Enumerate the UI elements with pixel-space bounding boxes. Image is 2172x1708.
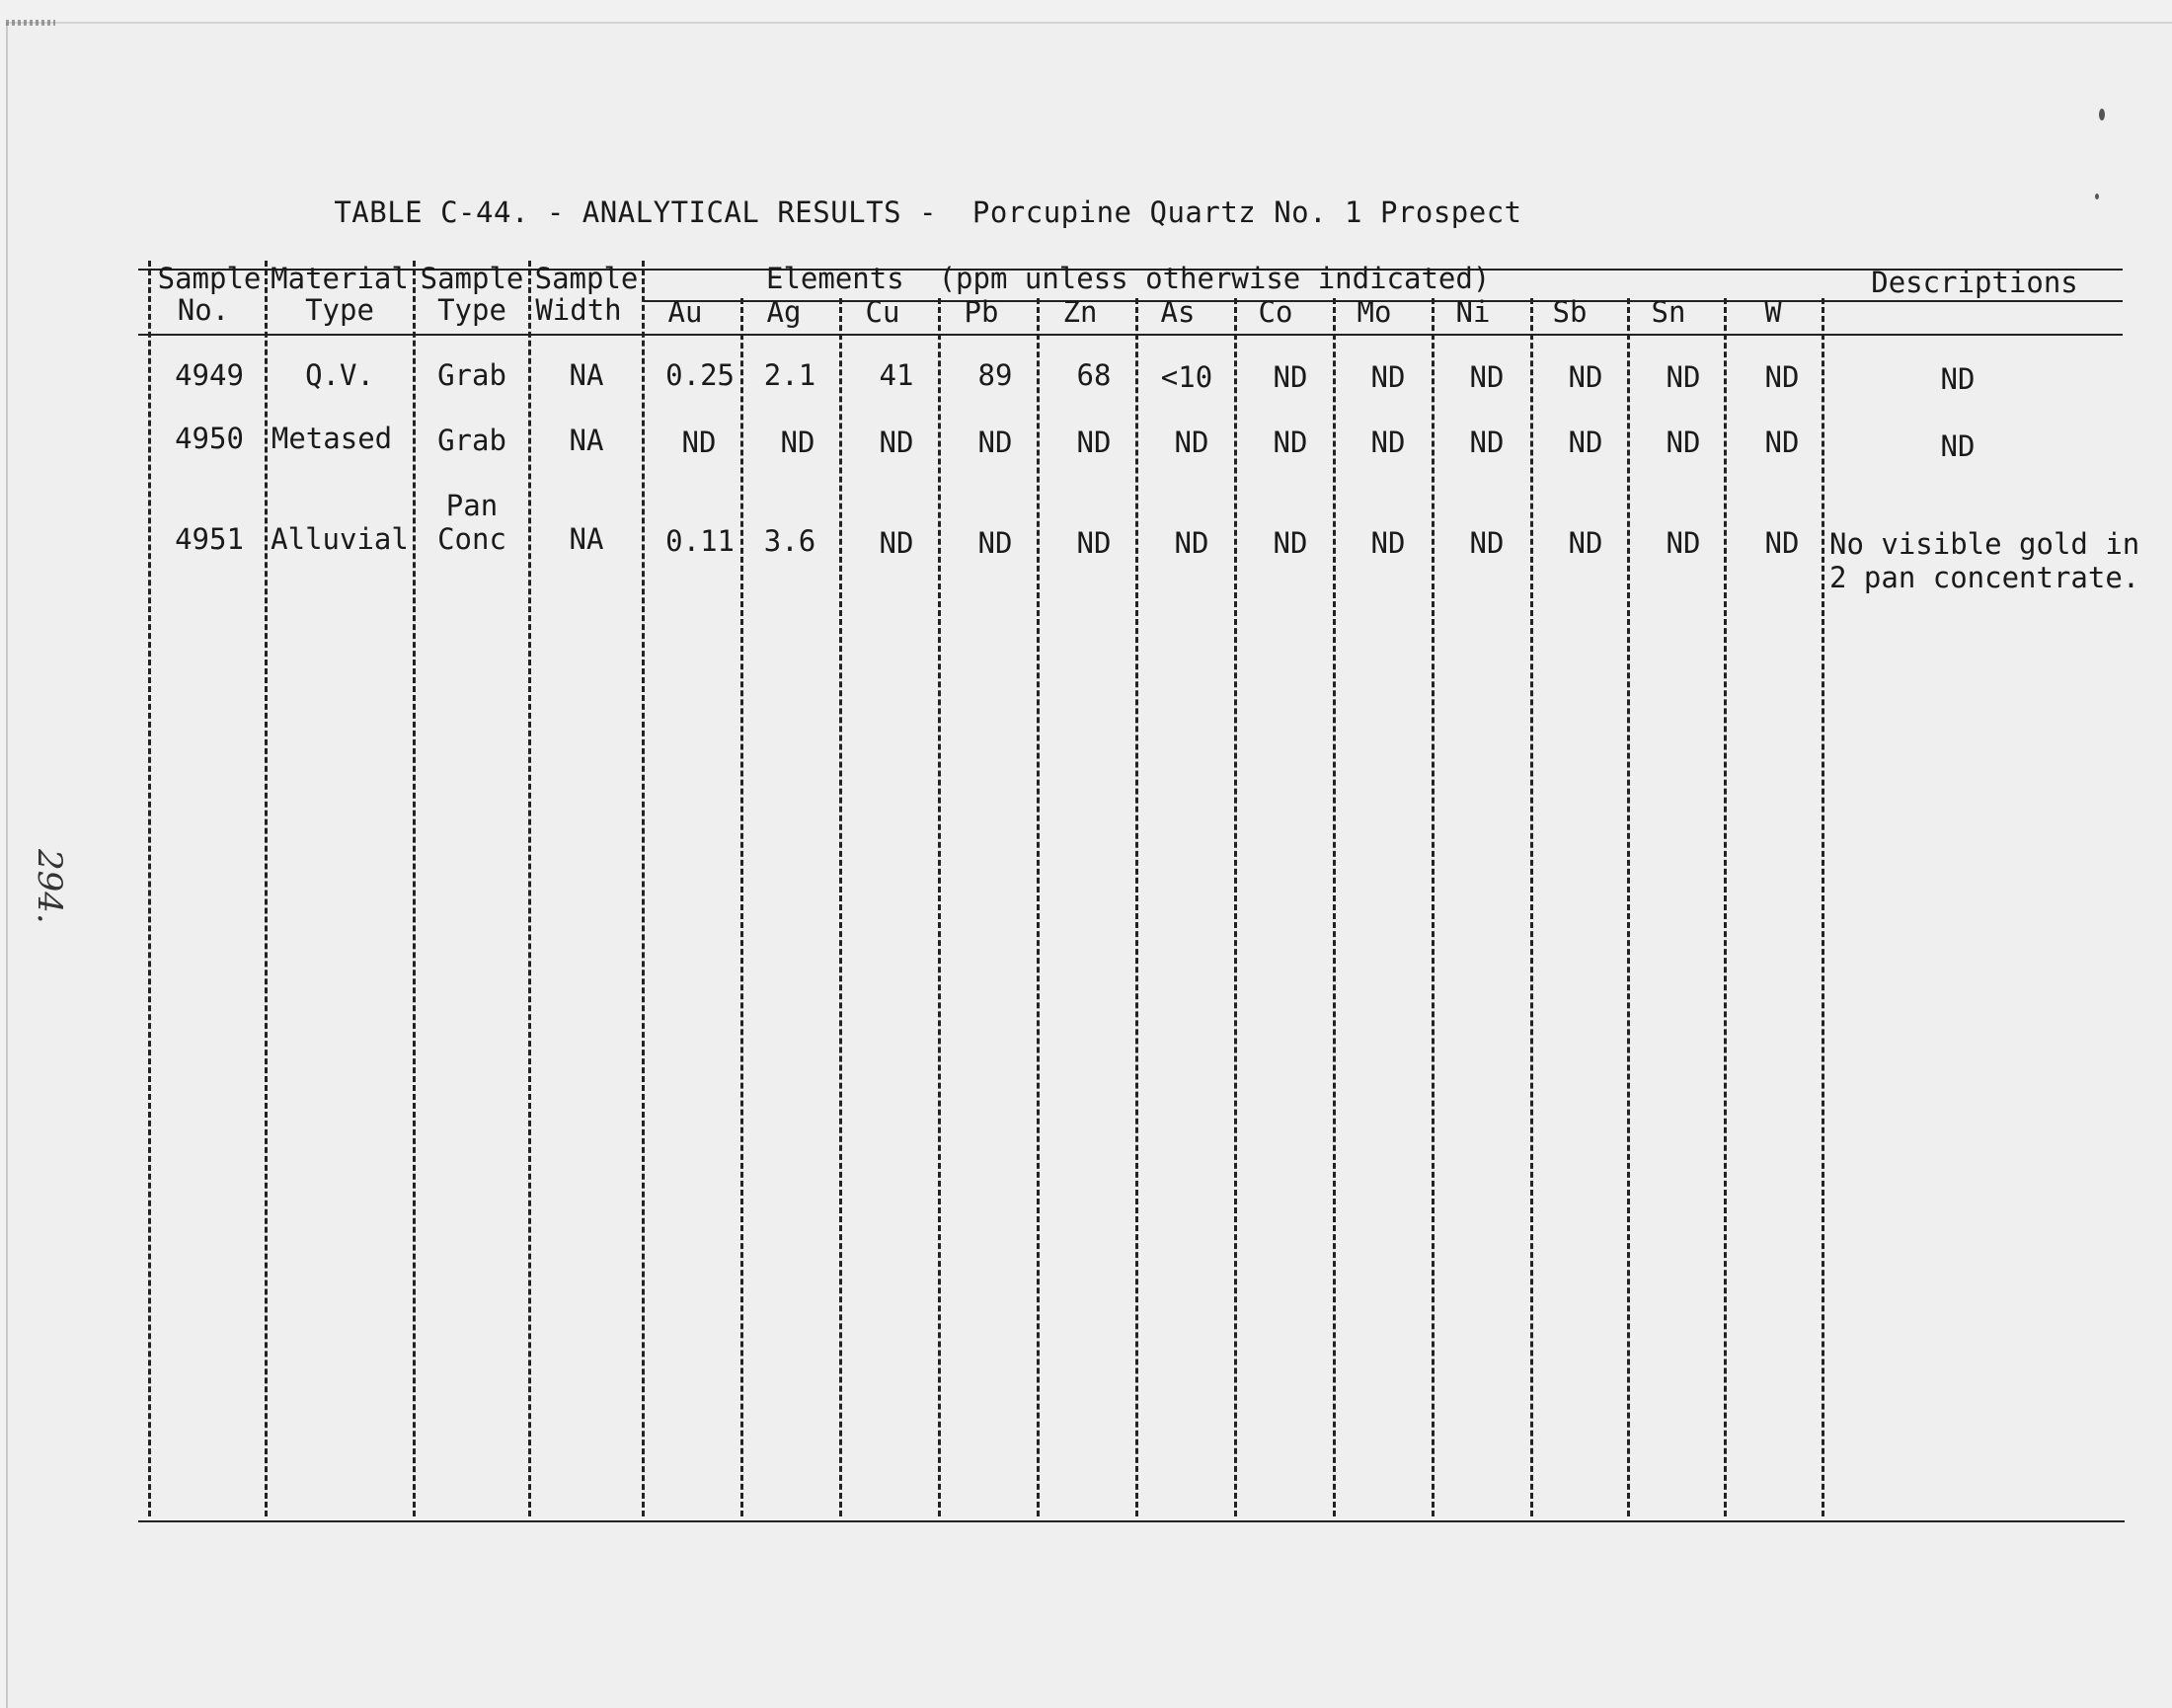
cell-cu: ND [879, 426, 914, 459]
cell-sb: ND [1568, 426, 1603, 459]
cell-sn: ND [1666, 526, 1701, 560]
column-divider [528, 261, 531, 1516]
column-divider [1627, 298, 1630, 1516]
header-sample-type-line2: Type [437, 293, 506, 327]
column-divider [148, 261, 151, 1516]
header-descriptions: Descriptions [1871, 266, 2078, 299]
header-sample-width-line2: Width [535, 293, 622, 327]
cell-w: ND [1764, 426, 1800, 459]
cell-sn: ND [1666, 426, 1701, 459]
cell-mo: ND [1370, 360, 1406, 394]
header-elements-group: Elements (ppm unless otherwise indicated) [766, 262, 1491, 295]
column-divider [740, 298, 743, 1516]
cell-description: ND [1940, 362, 1976, 396]
header-element-sb: Sb [1552, 295, 1588, 329]
column-divider [1432, 298, 1435, 1516]
header-sample-width-line1: Sample [534, 262, 639, 295]
cell-ag: 3.6 [763, 524, 816, 558]
cell-pb: ND [977, 526, 1013, 560]
cell-sb: ND [1568, 360, 1603, 394]
cell-pb: ND [977, 426, 1013, 459]
column-divider [1037, 298, 1040, 1516]
header-element-zn: Zn [1062, 295, 1098, 329]
cell-co: ND [1273, 526, 1308, 560]
cell-cu: ND [879, 526, 914, 560]
cell-sample-no: 4950 [175, 422, 244, 455]
header-sample-no-line1: Sample [157, 262, 262, 295]
cell-sample-width: NA [569, 522, 604, 556]
cell-as: ND [1174, 426, 1209, 459]
scan-speck [2099, 109, 2105, 120]
cell-sample-no: 4951 [175, 522, 244, 556]
cell-sample-width: NA [569, 424, 604, 457]
header-element-mo: Mo [1357, 295, 1392, 329]
header-element-as: As [1160, 295, 1196, 329]
column-divider [1724, 298, 1727, 1516]
column-divider [1333, 298, 1336, 1516]
handwritten-page-number: 294. [30, 849, 69, 924]
cell-ni: ND [1469, 426, 1505, 459]
cell-sb: ND [1568, 526, 1603, 560]
staple-mark [6, 20, 55, 26]
header-material-type-line1: Material [271, 262, 409, 295]
header-material-type-line2: Type [305, 293, 374, 327]
cell-material-type: Metased [271, 422, 393, 455]
column-divider [1234, 298, 1237, 1516]
cell-co: ND [1273, 426, 1308, 459]
cell-description-line2: 2 pan concentrate. [1829, 561, 2140, 594]
header-bottom-rule [138, 334, 2123, 336]
header-element-cu: Cu [865, 295, 900, 329]
header-element-au: Au [667, 295, 703, 329]
cell-material-type: Q.V. [305, 358, 374, 392]
cell-au: 0.25 [665, 358, 735, 392]
cell-cu: 41 [879, 358, 914, 392]
cell-description-line1: No visible gold in [1829, 527, 2140, 561]
table-bottom-rule [138, 1520, 2125, 1522]
column-divider [1135, 298, 1138, 1516]
cell-zn: ND [1076, 426, 1112, 459]
column-divider [642, 261, 645, 1516]
column-divider [413, 261, 416, 1516]
header-element-pb: Pb [964, 295, 999, 329]
column-divider [1822, 298, 1824, 1516]
cell-au: ND [681, 426, 717, 459]
header-sample-type-line1: Sample [420, 262, 524, 295]
cell-sample-type-line1: Pan [445, 489, 499, 522]
cell-ag: ND [780, 426, 815, 459]
cell-ni: ND [1469, 526, 1505, 560]
cell-sample-type: Conc [437, 522, 506, 556]
cell-mo: ND [1370, 526, 1406, 560]
cell-pb: 89 [977, 358, 1013, 392]
header-element-ag: Ag [766, 295, 802, 329]
cell-sn: ND [1666, 360, 1701, 394]
cell-sample-no: 4949 [175, 358, 244, 392]
column-divider [265, 261, 268, 1516]
cell-sample-width: NA [569, 358, 604, 392]
cell-co: ND [1273, 360, 1308, 394]
cell-zn: 68 [1076, 358, 1112, 392]
cell-ag: 2.1 [763, 358, 816, 392]
cell-w: ND [1764, 360, 1800, 394]
cell-as: ND [1174, 526, 1209, 560]
cell-as: <10 [1160, 360, 1213, 394]
header-element-sn: Sn [1651, 295, 1686, 329]
cell-sample-type: Grab [437, 424, 506, 457]
scan-speck [2095, 194, 2099, 199]
column-divider [839, 298, 842, 1516]
cell-material-type: Alluvial [271, 522, 409, 556]
cell-au: 0.11 [665, 524, 735, 558]
cell-ni: ND [1469, 360, 1505, 394]
column-divider [1530, 298, 1533, 1516]
cell-w: ND [1764, 526, 1800, 560]
cell-mo: ND [1370, 426, 1406, 459]
header-element-ni: Ni [1455, 295, 1491, 329]
column-divider [938, 298, 941, 1516]
cell-zn: ND [1076, 526, 1112, 560]
header-element-co: Co [1258, 295, 1293, 329]
cell-sample-type: Grab [437, 358, 506, 392]
header-element-w: W [1764, 295, 1782, 329]
header-sample-no-line2: No. [177, 293, 230, 327]
page-title: TABLE C-44. - ANALYTICAL RESULTS - Porcupine Quartz No. 1 Prospect [334, 195, 1522, 229]
cell-description: ND [1940, 429, 1976, 463]
